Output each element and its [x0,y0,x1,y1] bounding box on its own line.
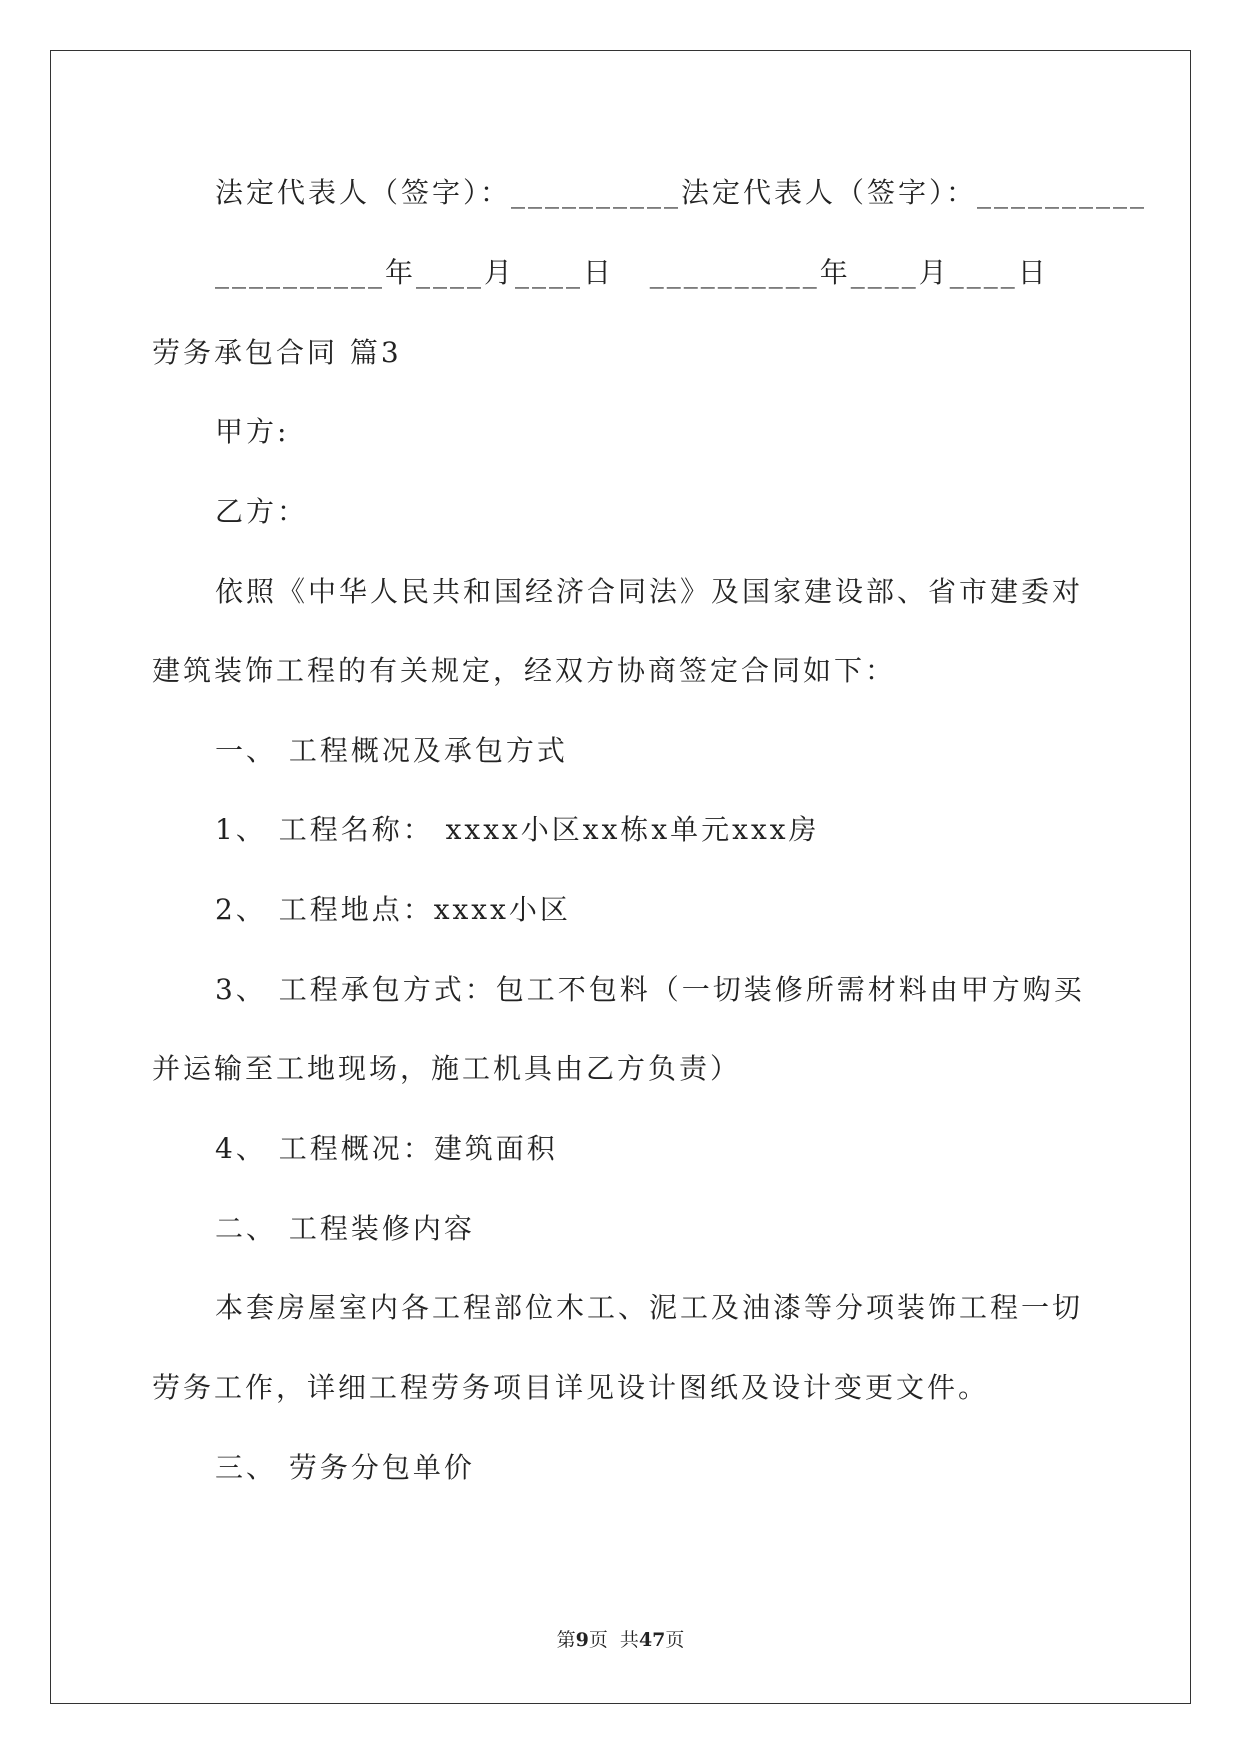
party-a-line: 甲方: [215,415,290,448]
current-page-number: 9 [575,1629,589,1651]
paragraph-line: 劳务工作，详细工程劳务项目详见设计图纸及设计变更文件。 [152,1371,990,1404]
paragraph-line: 并运输至工地现场，施工机具由乙方负责） [152,1052,742,1085]
signature-line: 法定代表人（签字）：__________法定代表人（签字）：__________ [215,176,1148,209]
date-line: __________年____月____日 __________年____月____日 [215,256,1049,289]
paragraph-line: 建筑装饰工程的有关规定，经双方协商签定合同如下： [152,654,897,687]
list-item: 3、 工程承包方式：包工不包料（一切装修所需材料由甲方购买 [215,973,1085,1006]
heading-line: 三、 劳务分包单价 [215,1451,475,1484]
footer-suffix: 页 [665,1629,685,1651]
heading-line: 二、 工程装修内容 [215,1212,475,1245]
footer-prefix: 第 [556,1629,576,1651]
section-title: 劳务承包合同 篇3 [152,336,402,369]
list-item: 2、 工程地点：xxxx小区 [215,893,571,926]
page-footer [0,1628,1241,1652]
list-item: 4、 工程概况：建筑面积 [215,1132,558,1165]
footer-mid: 页 共 [588,1629,639,1651]
paragraph-line: 依照《中华人民共和国经济合同法》及国家建设部、省市建委对 [215,575,1084,608]
party-b-line: 乙方： [215,495,309,528]
total-pages-number: 47 [638,1629,666,1651]
list-item: 1、 工程名称： xxxx小区xx栋x单元xxx房 [215,813,820,846]
heading-line: 一、 工程概况及承包方式 [215,734,568,767]
paragraph-line: 本套房屋室内各工程部位木工、泥工及油漆等分项装饰工程一切 [215,1291,1084,1324]
